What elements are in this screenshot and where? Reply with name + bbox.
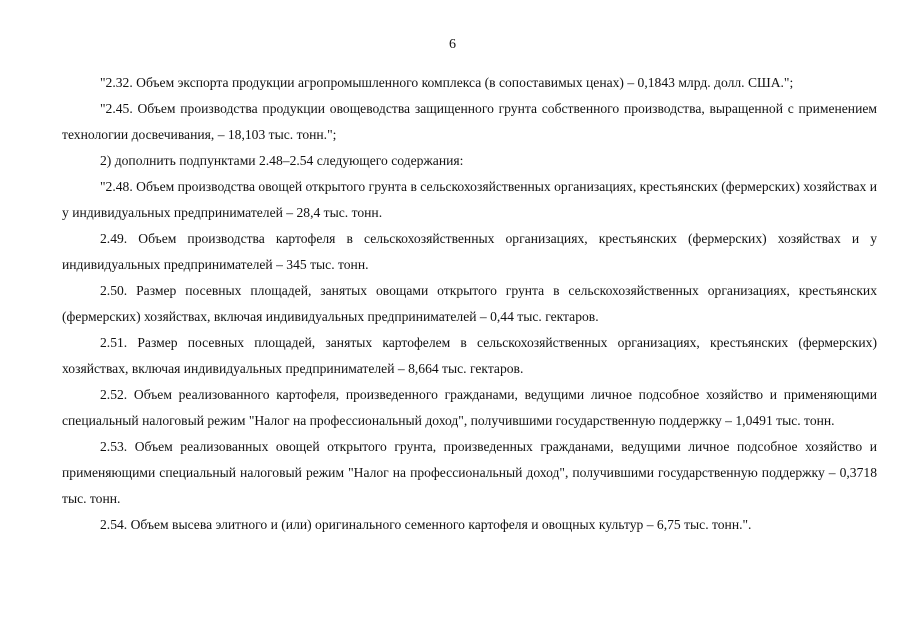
page-number: 6 [449, 37, 456, 52]
paragraph-2-50: 2.50. Размер посевных площадей, занятых овощами открытого грунта в сельскохозяйственных организациях, крестьянских (фермерских) хозяйствах, включая индивидуальных предпринимателей – 0,44 тыс. гектаров. [62, 283, 877, 324]
paragraph-2-49: 2.49. Объем производства картофеля в сельскохозяйственных организациях, крестьянских (фермерских) хозяйствах и у индивидуальных предпринимателей – 345 тыс. тонн. [62, 231, 877, 272]
paragraph-2-54: 2.54. Объем высева элитного и (или) оригинального семенного картофеля и овощных культур – 6,75 тыс. тонн.". [100, 517, 752, 532]
paragraph-2-32: "2.32. Объем экспорта продукции агропромышленного комплекса (в сопоставимых ценах) – 0,1843 млрд. долл. США."; [100, 75, 794, 90]
paragraph-2-52: 2.52. Объем реализованного картофеля, произведенного гражданами, ведущими личное подсобное хозяйство и применяющими специальный налоговый режим "Налог на профессиональный доход", получившими государственную поддержку – 1,0491 тыс. тонн. [62, 387, 877, 428]
paragraph-2-45: "2.45. Объем производства продукции овощеводства защищенного грунта собственного производства, выращенной с применением технологии досвечивания, – 18,103 тыс. тонн."; [62, 101, 877, 142]
paragraph-amendment-intro: 2) дополнить подпунктами 2.48–2.54 следующего содержания: [100, 153, 464, 168]
paragraph-2-51: 2.51. Размер посевных площадей, занятых картофелем в сельскохозяйственных организациях, крестьянских (фермерских) хозяйствах, включая индивидуальных предпринимателей – 8,664 тыс. гектаров. [62, 335, 877, 376]
paragraph-2-48: "2.48. Объем производства овощей открытого грунта в сельскохозяйственных организациях, крестьянских (фермерских) хозяйствах и у индивидуальных предпринимателей – 28,4 тыс. тонн. [62, 179, 877, 220]
document-body [62, 70, 877, 538]
paragraph-2-53: 2.53. Объем реализованных овощей открытого грунта, произведенных гражданами, ведущими личное подсобное хозяйство и применяющими специальный налоговый режим "Налог на профессиональный доход", получившими государственную поддержку – 0,3718 тыс. тонн. [62, 439, 877, 506]
